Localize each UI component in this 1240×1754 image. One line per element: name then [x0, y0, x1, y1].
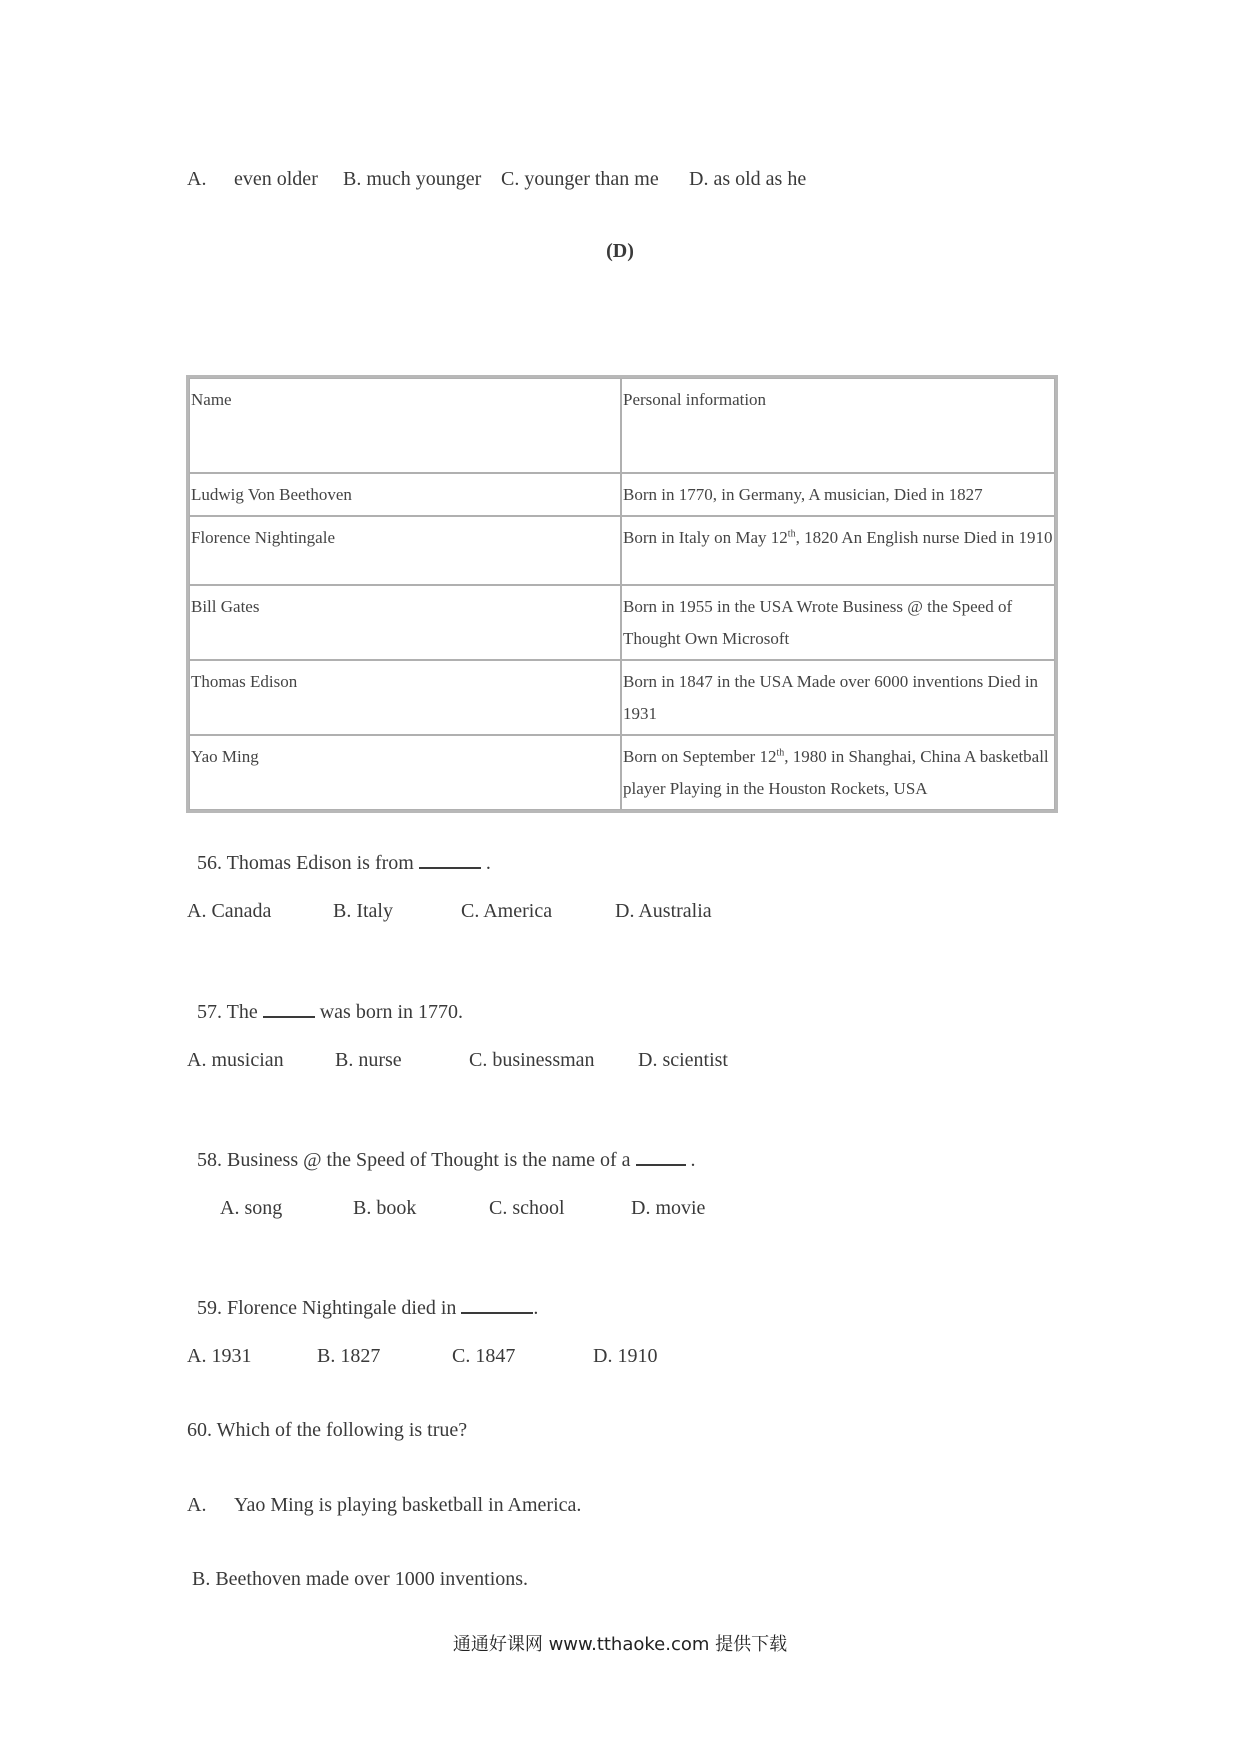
- row-name: Bill Gates: [189, 585, 621, 660]
- option-b: B. Italy: [333, 900, 393, 922]
- row-info: [621, 735, 1055, 810]
- question-60-stem: 60. Which of the following is true?: [187, 1419, 468, 1441]
- option-c: C. school: [489, 1197, 565, 1219]
- question-59-options: [187, 1345, 887, 1371]
- table-row: [189, 473, 1055, 516]
- answer-blank: [636, 1146, 686, 1166]
- table-row: [189, 585, 1055, 660]
- row-name: Ludwig Von Beethoven: [189, 473, 621, 516]
- option-b: B. 1827: [317, 1345, 381, 1367]
- option-a: A. Canada: [187, 900, 272, 922]
- option-c: C. America: [461, 900, 553, 922]
- row-info-sup: th: [787, 528, 796, 540]
- option-d: D. movie: [631, 1197, 706, 1219]
- option-d: D. scientist: [638, 1049, 728, 1071]
- option-c: C. 1847: [452, 1345, 516, 1367]
- question-60-option-b: B. Beethoven made over 1000 inventions.: [192, 1568, 529, 1590]
- question-57-options: [187, 1049, 887, 1075]
- row-name: Florence Nightingale: [189, 516, 621, 585]
- row-name: Yao Ming: [189, 735, 621, 810]
- row-info-text: , 1820 An English nurse Died in 1910: [795, 528, 1053, 547]
- question-60-option-a: [187, 1494, 887, 1520]
- footer-credit: 通通好课网 www.tthaoke.com 提供下载: [452, 1634, 788, 1655]
- section-heading: (D): [606, 240, 634, 262]
- question-57-stem: [187, 975, 463, 1024]
- row-name: Thomas Edison: [189, 660, 621, 735]
- table-row: [189, 516, 1055, 585]
- q55-option-a-label: A.: [187, 168, 207, 190]
- row-info-text: , 1980 in Shanghai, China A basketball player Playing in the Houston Rockets, USA: [623, 747, 1049, 798]
- option-a: A. song: [220, 1197, 283, 1219]
- option-a-label: A.: [187, 1494, 207, 1516]
- q55-option-c: C. younger than me: [501, 168, 659, 190]
- q55-option-d: D. as old as he: [689, 168, 807, 190]
- question-text: 57. The: [197, 1001, 258, 1023]
- question-58-stem: [187, 1123, 696, 1172]
- option-a-text: Yao Ming is playing basketball in America.: [234, 1494, 582, 1516]
- header-personal-info: Personal information: [621, 378, 1055, 473]
- question-text-end: .: [485, 852, 491, 874]
- row-info: Born in 1955 in the USA Wrote Business @ the Speed of Thought Own Microsoft: [621, 585, 1055, 660]
- option-c: C. businessman: [469, 1049, 595, 1071]
- question-58-options: [220, 1197, 920, 1223]
- question-56-stem: [187, 826, 491, 875]
- option-a: A. musician: [187, 1049, 284, 1071]
- table-row: [189, 735, 1055, 810]
- option-d: D. 1910: [593, 1345, 658, 1367]
- question-text: 58. Business @ the Speed of Thought is the name of a: [197, 1149, 631, 1171]
- table-row: [189, 660, 1055, 735]
- question-59-stem: [187, 1271, 538, 1320]
- question-text: 56. Thomas Edison is from: [197, 852, 414, 874]
- row-info-sup: th: [776, 747, 785, 759]
- q55-options: [187, 168, 887, 194]
- answer-blank: [263, 998, 315, 1018]
- answer-blank: [419, 849, 481, 869]
- option-d: D. Australia: [615, 900, 712, 922]
- question-text: 59. Florence Nightingale died in: [197, 1297, 457, 1319]
- option-b: B. book: [353, 1197, 417, 1219]
- row-info-text: Born in Italy on May 12: [623, 528, 788, 547]
- option-a: A. 1931: [187, 1345, 252, 1367]
- q55-option-a-text: even older: [234, 168, 318, 190]
- row-info: Born in 1770, in Germany, A musician, Died in 1827: [621, 473, 1055, 516]
- option-b: B. nurse: [335, 1049, 402, 1071]
- header-name: Name: [189, 378, 621, 473]
- row-info-text: Born on September 12: [623, 747, 777, 766]
- row-info: [621, 516, 1055, 585]
- table-header-row: [189, 378, 1055, 473]
- answer-blank: [461, 1294, 533, 1314]
- question-56-options: [187, 900, 887, 926]
- question-text-end: .: [533, 1297, 539, 1319]
- q55-option-b: B. much younger: [343, 168, 482, 190]
- question-text-end: .: [690, 1149, 696, 1171]
- row-info: Born in 1847 in the USA Made over 6000 inventions Died in 1931: [621, 660, 1055, 735]
- personal-info-table: [186, 375, 1058, 813]
- question-text-end: was born in 1770.: [319, 1001, 464, 1023]
